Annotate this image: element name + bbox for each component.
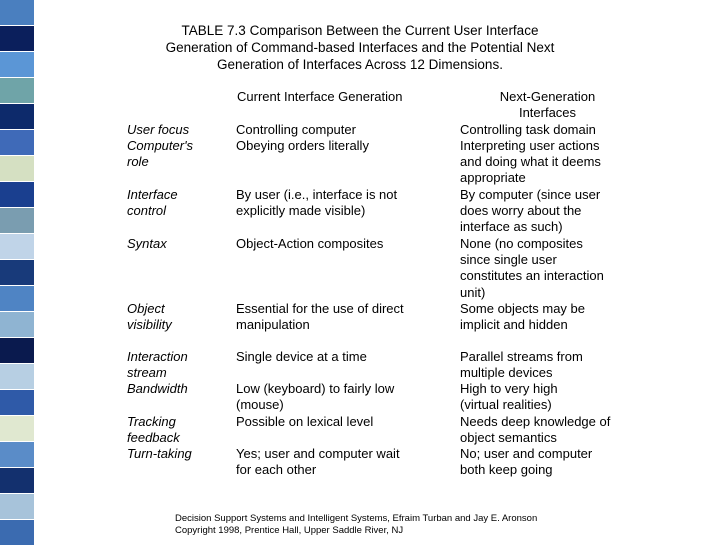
- stripe-square: [0, 52, 34, 77]
- stripe-square: [0, 104, 34, 129]
- dim-interface-control-line-2: control: [127, 203, 167, 219]
- current-turn-taking-line-2: for each other: [236, 462, 317, 478]
- next-computer-role-line-2: and doing what it deems: [460, 154, 601, 170]
- next-computer-role-line-1: Interpreting user actions: [460, 138, 600, 153]
- next-tracking-feedback-line-2: object semantics: [460, 430, 557, 446]
- dim-tracking-feedback-line-1: Tracking: [127, 414, 176, 429]
- dim-user-focus: User focus: [127, 122, 190, 137]
- title-line-1: TABLE 7.3 Comparison Between the Current User Interface: [181, 23, 539, 38]
- dim-computer-role-line-2: role: [127, 154, 149, 170]
- current-interface-control: [236, 187, 397, 219]
- current-object-visibility: [236, 301, 404, 333]
- dim-interface-control: [127, 187, 178, 219]
- stripe-square: [0, 208, 34, 233]
- stripe-square: [0, 260, 34, 285]
- next-interface-control: [460, 187, 600, 236]
- citation-line-1: Decision Support Systems and Intelligent Systems, Efraim Turban and Jay E. Aronson: [175, 513, 538, 524]
- current-turn-taking: [236, 446, 400, 478]
- dim-interaction-stream-line-1: Interaction: [127, 349, 188, 364]
- next-computer-role: [460, 138, 601, 187]
- next-bandwidth-line-1: High to very high: [460, 381, 558, 396]
- stripe-square: [0, 26, 34, 51]
- current-object-visibility-line-2: manipulation: [236, 317, 310, 333]
- next-computer-role-line-3: appropriate: [460, 170, 526, 186]
- next-syntax-line-3: constitutes an interaction: [460, 268, 604, 284]
- stripe-square: [0, 78, 34, 103]
- dim-computer-role: [127, 138, 193, 170]
- table-title: [110, 22, 610, 73]
- dim-syntax: Syntax: [127, 236, 167, 251]
- title-line-3: Generation of Interfaces Across 12 Dimensions.: [217, 57, 503, 72]
- current-bandwidth-line-1: Low (keyboard) to fairly low: [236, 381, 395, 396]
- current-turn-taking-line-1: Yes; user and computer wait: [236, 446, 400, 461]
- current-interface-control-line-2: explicitly made visible): [236, 203, 366, 219]
- decorative-stripe: [0, 0, 40, 540]
- current-bandwidth-line-2: (mouse): [236, 397, 284, 413]
- stripe-square: [0, 312, 34, 337]
- next-interaction-stream: [460, 349, 583, 381]
- header-current-generation: Current Interface Generation: [237, 89, 403, 104]
- current-computer-role: Obeying orders literally: [236, 138, 369, 153]
- next-syntax-line-1: None (no composites: [460, 236, 583, 251]
- next-turn-taking: [460, 446, 592, 478]
- dim-object-visibility-line-1: Object: [127, 301, 165, 316]
- next-object-visibility: [460, 301, 585, 333]
- dim-turn-taking: Turn-taking: [127, 446, 192, 461]
- stripe-square: [0, 286, 34, 311]
- stripe-square: [0, 416, 34, 441]
- current-syntax: Object-Action composites: [236, 236, 384, 251]
- citation-line-2: Copyright 1998, Prentice Hall, Upper Saddle River, NJ: [175, 525, 404, 536]
- next-turn-taking-line-1: No; user and computer: [460, 446, 593, 461]
- next-bandwidth-line-2: (virtual realities): [460, 397, 552, 413]
- stripe-square: [0, 338, 34, 363]
- next-object-visibility-line-1: Some objects may be: [460, 301, 586, 316]
- next-tracking-feedback-line-1: Needs deep knowledge of: [460, 414, 611, 429]
- title-line-2: Generation of Command-based Interfaces and the Potential Next: [165, 40, 555, 55]
- header-next-line-1: Next-Generation: [499, 89, 596, 104]
- next-syntax: [460, 236, 604, 301]
- citation-footer: [175, 513, 537, 537]
- current-interaction-stream: Single device at a time: [236, 349, 367, 364]
- next-interface-control-line-1: By computer (since user: [460, 187, 601, 202]
- stripe-square: [0, 520, 34, 545]
- next-interaction-stream-line-2: multiple devices: [460, 365, 553, 381]
- next-interface-control-line-3: interface as such): [460, 219, 563, 235]
- dim-interface-control-line-1: Interface: [127, 187, 178, 202]
- dim-object-visibility: [127, 301, 172, 333]
- dim-object-visibility-line-2: visibility: [127, 317, 172, 333]
- dim-computer-role-line-1: Computer's: [127, 138, 194, 153]
- next-turn-taking-line-2: both keep going: [460, 462, 553, 478]
- current-object-visibility-line-1: Essential for the use of direct: [236, 301, 404, 316]
- next-object-visibility-line-2: implicit and hidden: [460, 317, 568, 333]
- stripe-square: [0, 494, 34, 519]
- current-user-focus: Controlling computer: [236, 122, 356, 137]
- stripe-square: [0, 182, 34, 207]
- current-bandwidth: [236, 381, 394, 413]
- current-tracking-feedback: Possible on lexical level: [236, 414, 374, 429]
- next-interface-control-line-2: does worry about the: [460, 203, 582, 219]
- stripe-square: [0, 0, 34, 25]
- header-next-generation: [470, 89, 625, 121]
- next-syntax-line-4: unit): [460, 284, 486, 300]
- header-next-line-2: Interfaces: [518, 105, 577, 120]
- dim-bandwidth: Bandwidth: [127, 381, 188, 396]
- next-interaction-stream-line-1: Parallel streams from: [460, 349, 583, 364]
- dim-tracking-feedback: [127, 414, 180, 446]
- next-tracking-feedback: [460, 414, 610, 446]
- stripe-square: [0, 156, 34, 181]
- stripe-square: [0, 364, 34, 389]
- dim-interaction-stream: [127, 349, 188, 381]
- current-interface-control-line-1: By user (i.e., interface is not: [236, 187, 398, 202]
- next-bandwidth: [460, 381, 558, 413]
- stripe-square: [0, 468, 34, 493]
- stripe-square: [0, 130, 34, 155]
- stripe-square: [0, 234, 34, 259]
- stripe-square: [0, 442, 34, 467]
- next-user-focus: Controlling task domain: [460, 122, 596, 137]
- next-syntax-line-2: since single user: [460, 252, 557, 268]
- dim-tracking-feedback-line-2: feedback: [127, 430, 180, 446]
- dim-interaction-stream-line-2: stream: [127, 365, 167, 381]
- stripe-square: [0, 390, 34, 415]
